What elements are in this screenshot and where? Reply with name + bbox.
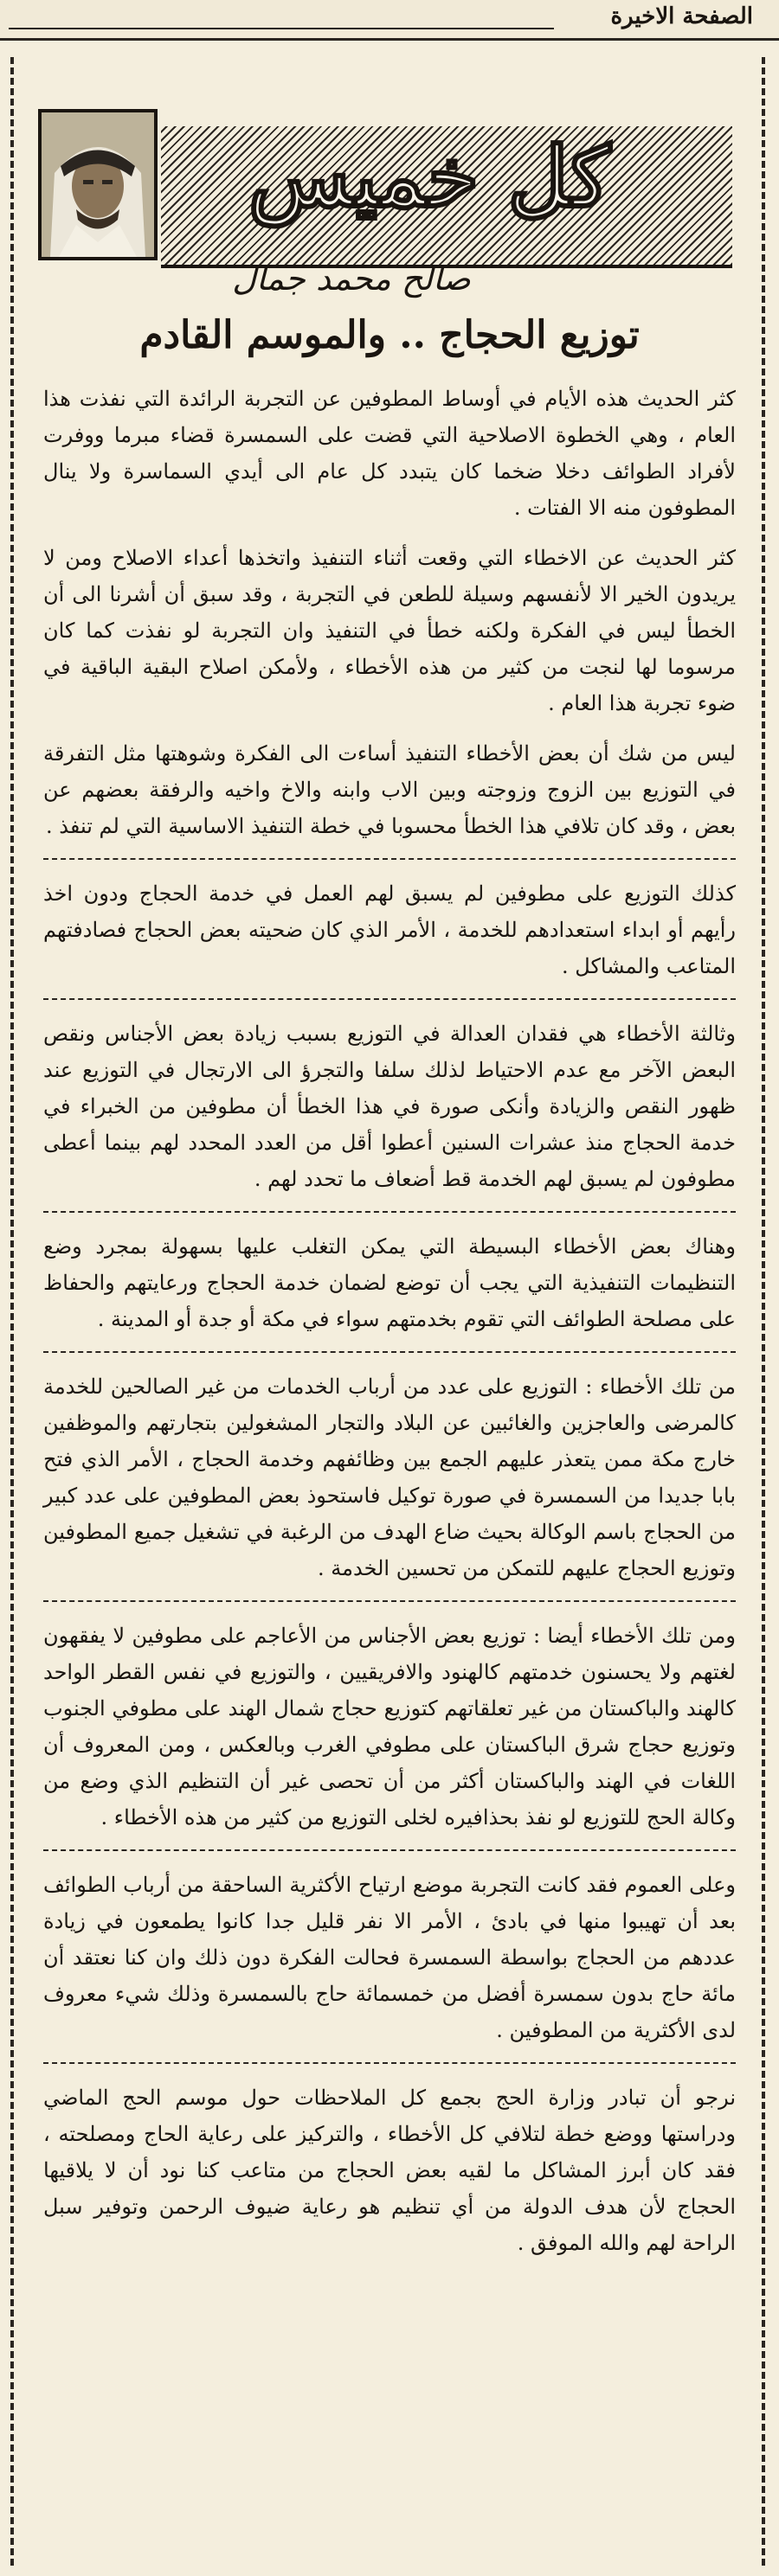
author-name: صالح محمد جمال: [232, 260, 471, 298]
paragraph: كثر الحديث عن الاخطاء التي وقعت أثناء التنفيذ واتخذها أعداء الاصلاح ومن لا يريدون الخير الا لأنفسهم وسيلة للطعن في التجربة ، وقد سبق أن أشرنا الى أن الخطأ ليس في الفكرة ولكنه خطأ في التنفيذ وان التجربة لو نفذت كما كان مرسوما لها لنجت من كثير من هذه الأخطاء ، ولأمكن اصلاح البقية الباقية في ضوء تجربة هذا العام .: [43, 546, 736, 715]
separator: [43, 1211, 736, 1213]
paragraph: من تلك الأخطاء : التوزيع على عدد من أرباب الخدمات من غير الصالحين للخدمة كالمرضى والعاجزين والغائبين عن البلاد والتجار المشغولين بتجارتهم والموظفين خارج مكة ممن يتعذر عليهم الجمع بين وظائفهم وخدمة الحجاج ، الأمر الذي فتح بابا جديدا من السمسرة في صورة توكيل فاستحوذ بعض المطوفين على عدد كبير من الحجاج باسم الوكالة بحيث ضاع الهدف من الرغبة في تشغيل جميع المطوفين وتوزيع الحجاج عليهم للتمكن من تحسين الخدمة .: [43, 1375, 736, 1580]
separator: [43, 2062, 736, 2064]
article-body: [43, 381, 736, 2275]
section-title: الصفحة الاخيرة: [610, 3, 753, 29]
paragraph: كذلك التوزيع على مطوفين لم يسبق لهم العمل في خدمة الحجاج ودون اخذ رأيهم أو ابداء استعدادهم للخدمة ، الأمر الذي كان ضحيته بعض الحجاج فصادفتهم المتاعب والمشاكل .: [43, 881, 736, 978]
paragraph: ليس من شك أن بعض الأخطاء التنفيذ أساءت الى الفكرة وشوهتها مثل التفرقة في التوزيع بين الزوج وزوجته وبين الاب وابنه والاخ واخيه والرفقة بعضهم عن بعض ، وقد كان تلافي هذا الخطأ محسوبا في خطة التنفيذ الاساسية التي لم تنفذ .: [43, 741, 736, 838]
separator: [43, 998, 736, 1000]
separator: [43, 858, 736, 860]
separator: [43, 1849, 736, 1851]
separator: [43, 1351, 736, 1353]
header-rule: [9, 28, 554, 29]
author-photo: [38, 109, 158, 260]
paragraph: وثالثة الأخطاء هي فقدان العدالة في التوزيع بسبب زيادة بعض الأجناس ونقص البعض الآخر مع عدم الاحتياط لذلك سلفا والتجرؤ الى الارتجال في التوزيع عند ظهور النقص والزيادة وأنكى صورة في هذا الخطأ أن مطوفين من الخبراء في خدمة الحجاج منذ عشرات السنين أعطوا أقل من العدد المحدد لهم بينما أعطى مطوفون لم يسبق لهم الخدمة قط أضعاف ما تحدد لهم .: [43, 1022, 736, 1191]
column-title: كل خميس: [248, 128, 611, 226]
paragraph: كثر الحديث هذه الأيام في أوساط المطوفين عن التجربة الرائدة التي نفذت هذا العام ، وهي الخطوة الاصلاحية التي قضت على السمسرة قضاء مبرما ووفرت لأفراد الطوائف دخلا ضخما كان يتبدد كل عام الى أيدي السماسرة ولا ينال المطوفون منه الا الفتات .: [43, 387, 736, 520]
page-header: [0, 0, 779, 41]
separator: [43, 1600, 736, 1602]
paragraph: وهناك بعض الأخطاء البسيطة التي يمكن التغلب عليها بسهولة بمجرد وضع التنظيمات التنفيذية التي يجب أن توضع لضمان خدمة الحجاج ورعايتهم والحفاظ على مصلحة الطوائف التي تقوم بخدمتهم سواء في مكة أو جدة أو المدينة .: [43, 1234, 736, 1331]
paragraph: ومن تلك الأخطاء أيضا : توزيع بعض الأجناس من الأعاجم على مطوفين لا يفقهون لغتهم ولا يحسنون خدمتهم كالهنود والافريقيين ، والتوزيع في نفس القطر الواحد كالهند والباكستان من غير تعلقاتهم كتوزيع حجاج شمال الهند على مطوفي الجنوب وتوزيع حجاج شرق الباكستان على مطوفي الغرب وبالعكس ، ومن المعروف أن اللغات في الهند والباكستان أكثر من أن تحصى غير أن التنظيم الذي وضع من وكالة الحج للتوزيع لو نفذ بحذافيره لخلى التوزيع من كثير من هذه الأخطاء .: [43, 1624, 736, 1829]
column-masthead: [31, 74, 748, 308]
paragraph: نرجو أن تبادر وزارة الحج بجمع كل الملاحظات حول موسم الحج الماضي ودراستها ووضع خطة لتلافي كل الأخطاء ، والتركيز على رعاية الحاج ومصلحته ، فقد كان أبرز المشاكل ما لقيه بعض الحجاج من متاعب كنا نود أن لا يلاقيها الحجاج لأن هدف الدولة من أي تنظيم هو رعاية ضيوف الرحمن وتوفير سبل الراحة لهم والله الموفق .: [43, 2086, 736, 2255]
article-headline: توزيع الحجاج .. والموسم القادم: [139, 313, 640, 357]
paragraph: وعلى العموم فقد كانت التجربة موضع ارتياح الأكثرية الساحقة من أرباب الطوائف بعد أن تهيبوا منها في بادئ ، الأمر الا نفر قليل جدا كانوا يطمعون في زيادة عددهم من الحجاج بواسطة السمسرة فحالت الفكرة دون ذلك وان كنا نعتقد أن مائة حاج بدون سمسرة أفضل من خمسمائة حاج بالسمسرة وذلك شيء معروف لدى الأكثرية من المطوفين .: [43, 1873, 736, 2042]
portrait-illustration: [42, 112, 154, 257]
